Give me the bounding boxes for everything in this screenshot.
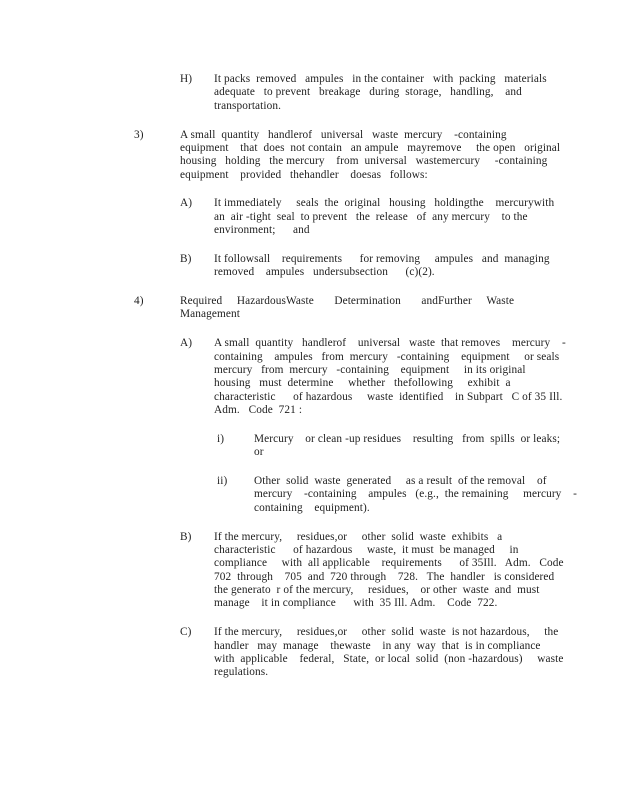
item-label: i): [217, 432, 225, 445]
text-line: A small quantity handlerof universal waste that removes mercury -: [214, 337, 566, 350]
list-item: [134, 129, 618, 182]
list-item: [217, 475, 618, 515]
list-item: [180, 197, 618, 237]
text-line: or: [254, 446, 264, 459]
text-line: If the mercury, residues,or other solid waste exhibits a: [214, 530, 503, 543]
text-line: housing must determine whether thefollowing exhibit a: [214, 377, 511, 390]
text-line: regulations.: [214, 666, 269, 679]
text-line: handler may manage thewaste in any way that is in compliance: [214, 639, 541, 652]
text-line: Other solid waste generated as a result of the removal of: [254, 475, 547, 488]
item-text: [180, 295, 514, 322]
item-label: 4): [134, 295, 144, 308]
item-label: A): [180, 197, 193, 210]
text-line: mercury from mercury -containing equipment in its original: [214, 364, 526, 376]
text-line: housing holding the mercury from universal wastemercury -containing: [180, 155, 548, 168]
text-line: Mercury or clean -up residues resulting from spills or leaks;: [254, 432, 561, 445]
item-label: B): [180, 252, 192, 265]
text-line: equipment that does not contain an ampule mayremove the open original: [180, 141, 561, 154]
text-line: containing equipment).: [254, 501, 370, 514]
text-line: 702 through 705 and 720 through 728. The handler is considered: [214, 570, 555, 583]
item-text: [254, 433, 560, 460]
item-text: [254, 475, 577, 515]
text-line: It followsall requirements for removing ampules and managing: [214, 252, 550, 265]
list-item: [180, 253, 618, 280]
text-line: Adm. Code 721 :: [214, 404, 303, 417]
text-line: mercury -containing ampules (e.g., the remaining mercury -: [254, 488, 577, 501]
item-text: [214, 531, 564, 611]
text-line: with applicable federal, State, or local solid (non -hazardous) waste: [214, 652, 564, 665]
item-text: [214, 253, 550, 280]
text-line: equipment provided thehandler doesas follows:: [180, 168, 428, 181]
item-label: A): [180, 337, 193, 350]
text-line: transportation.: [214, 99, 282, 112]
item-text: [214, 337, 566, 417]
text-line: If the mercury, residues,or other solid waste is not hazardous, the: [214, 626, 559, 639]
item-label: 3): [134, 128, 144, 141]
list-item: [180, 337, 618, 417]
list-item: [180, 531, 618, 611]
item-label: ii): [217, 475, 228, 488]
text-line: containing ampules from mercury -containing equipment or seals: [214, 350, 560, 363]
list-item: [180, 626, 618, 679]
document-body: [0, 73, 618, 695]
text-line: Management: [180, 308, 240, 321]
text-line: manage it in compliance with 35 Ill. Adm. Code 722.: [214, 597, 498, 610]
list-item: [180, 73, 618, 113]
text-line: removed ampules undersubsection (c)(2).: [214, 266, 435, 279]
text-line: characteristic of hazardous waste, it must be managed in: [214, 543, 519, 556]
text-line: environment; and: [214, 224, 310, 237]
text-line: adequate to prevent breakage during storage, handling, and: [214, 86, 522, 99]
item-text: [214, 626, 564, 679]
item-text: [214, 197, 554, 237]
text-line: compliance with all applicable requirements of 35Ill. Adm. Code: [214, 557, 564, 570]
item-label: C): [180, 626, 192, 639]
item-text: [180, 129, 560, 182]
text-line: A small quantity handlerof universal waste mercury -containing: [180, 128, 507, 141]
item-text: [214, 73, 547, 113]
text-line: It immediately seals the original housing holdingthe mercurywith: [214, 197, 555, 210]
text-line: Required HazardousWaste Determination andFurther Waste: [180, 295, 515, 308]
text-line: the generato r of the mercury, residues, or other waste and must: [214, 583, 540, 596]
list-item: [217, 433, 618, 460]
text-line: an air -tight seal to prevent the release of any mercury to the: [214, 210, 528, 223]
text-line: It packs removed ampules in the container with packing materials: [214, 73, 547, 85]
text-line: characteristic of hazardous waste identified in Subpart C of 35 Ill.: [214, 390, 563, 403]
item-label: H): [180, 73, 193, 85]
item-label: B): [180, 530, 192, 543]
list-item: [134, 295, 618, 322]
